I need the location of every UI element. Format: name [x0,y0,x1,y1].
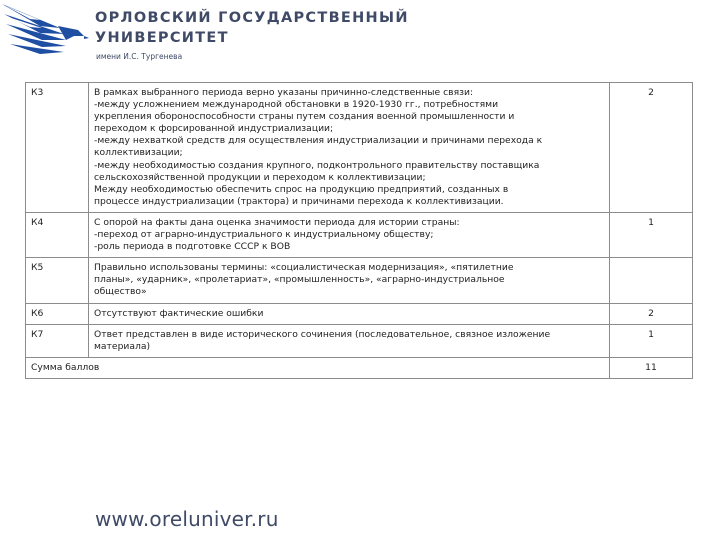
criterion-description-line: -между нехваткой средств для осуществления индустриализации и причинами перехода к [94,135,543,147]
criterion-description-line: С опорой на факты дана оценка значимости периода для истории страны: [94,216,460,228]
criterion-description-line: -между необходимостью создания крупного, подконтрольного правительству поставщика [94,159,540,171]
criterion-description-line: -между усложнением международной обстановки в 1920-1930 гг., потребностями [94,99,499,111]
criterion-description-line: укрепления обороноспособности страны путем создания военной промышленности и [94,111,515,123]
criterion-description-line: процессе индустриализации (трактора) и причинами перехода к коллективизации. [94,195,504,207]
criterion-description-line: переходом к форсированной индустриализации; [94,123,334,135]
criterion-code: К5 [26,258,89,303]
criterion-description [89,212,610,257]
criteria-table [25,82,693,379]
footer-url: www.oreluniver.ru [95,507,279,531]
criterion-code: К4 [26,212,89,257]
criterion-code: К3 [26,83,89,213]
criterion-description [89,324,610,357]
criterion-description-line: сельскохозяйственной продукции и переходом к коллективизации; [94,171,426,183]
header [0,0,720,70]
total-row [26,357,693,378]
criterion-description-line: Между необходимостью обеспечить спрос на продукцию предприятий, созданных в [94,183,509,195]
criterion-description-line: -роль периода в подготовке СССР к ВОВ [94,241,291,253]
criterion-description [89,83,610,213]
criterion-score: 2 [610,83,693,213]
university-name-line1: ОРЛОВСКИЙ ГОСУДАРСТВЕННЫЙ [95,10,409,26]
criterion-description-line: общество» [94,286,147,298]
criterion-description-line: коллективизации; [94,147,183,159]
criterion-description [89,258,610,303]
criterion-code: К6 [26,303,89,324]
total-score: 11 [610,357,693,378]
criterion-code: К7 [26,324,89,357]
criteria-row [26,303,693,324]
criterion-description-line: Правильно использованы термины: «социалистическая модернизация», «пятилетние [94,262,514,274]
criteria-table-body [26,83,693,379]
criteria-row [26,324,693,357]
criteria-row [26,212,693,257]
criterion-score [610,258,693,303]
criterion-description-line: Отсутствуют фактические ошибки [94,307,264,319]
total-label: Сумма баллов [26,357,610,378]
criterion-description-line: В рамках выбранного периода верно указаны причинно-следственные связи: [94,87,474,98]
criteria-row [26,258,693,303]
criterion-score: 1 [610,212,693,257]
criteria-row [26,83,693,213]
university-name-line2: УНИВЕРСИТЕТ [95,30,229,46]
university-name [95,8,409,48]
criterion-description-line: Ответ представлен в виде исторического сочинения (последовательное, связное изложение [94,328,551,340]
criterion-description [89,303,610,324]
criterion-score: 2 [610,303,693,324]
criterion-description-line: планы», «ударник», «пролетариат», «промышленность», «аграрно-индустриальное [94,274,505,286]
criterion-score: 1 [610,324,693,357]
eagle-wing-logo-icon [0,0,90,70]
criterion-description-line: материала) [94,340,151,352]
university-subtitle: имени И.С. Тургенева [96,52,183,61]
criterion-description-line: -переход от аграрно-индустриального к индустриальному обществу; [94,229,434,241]
